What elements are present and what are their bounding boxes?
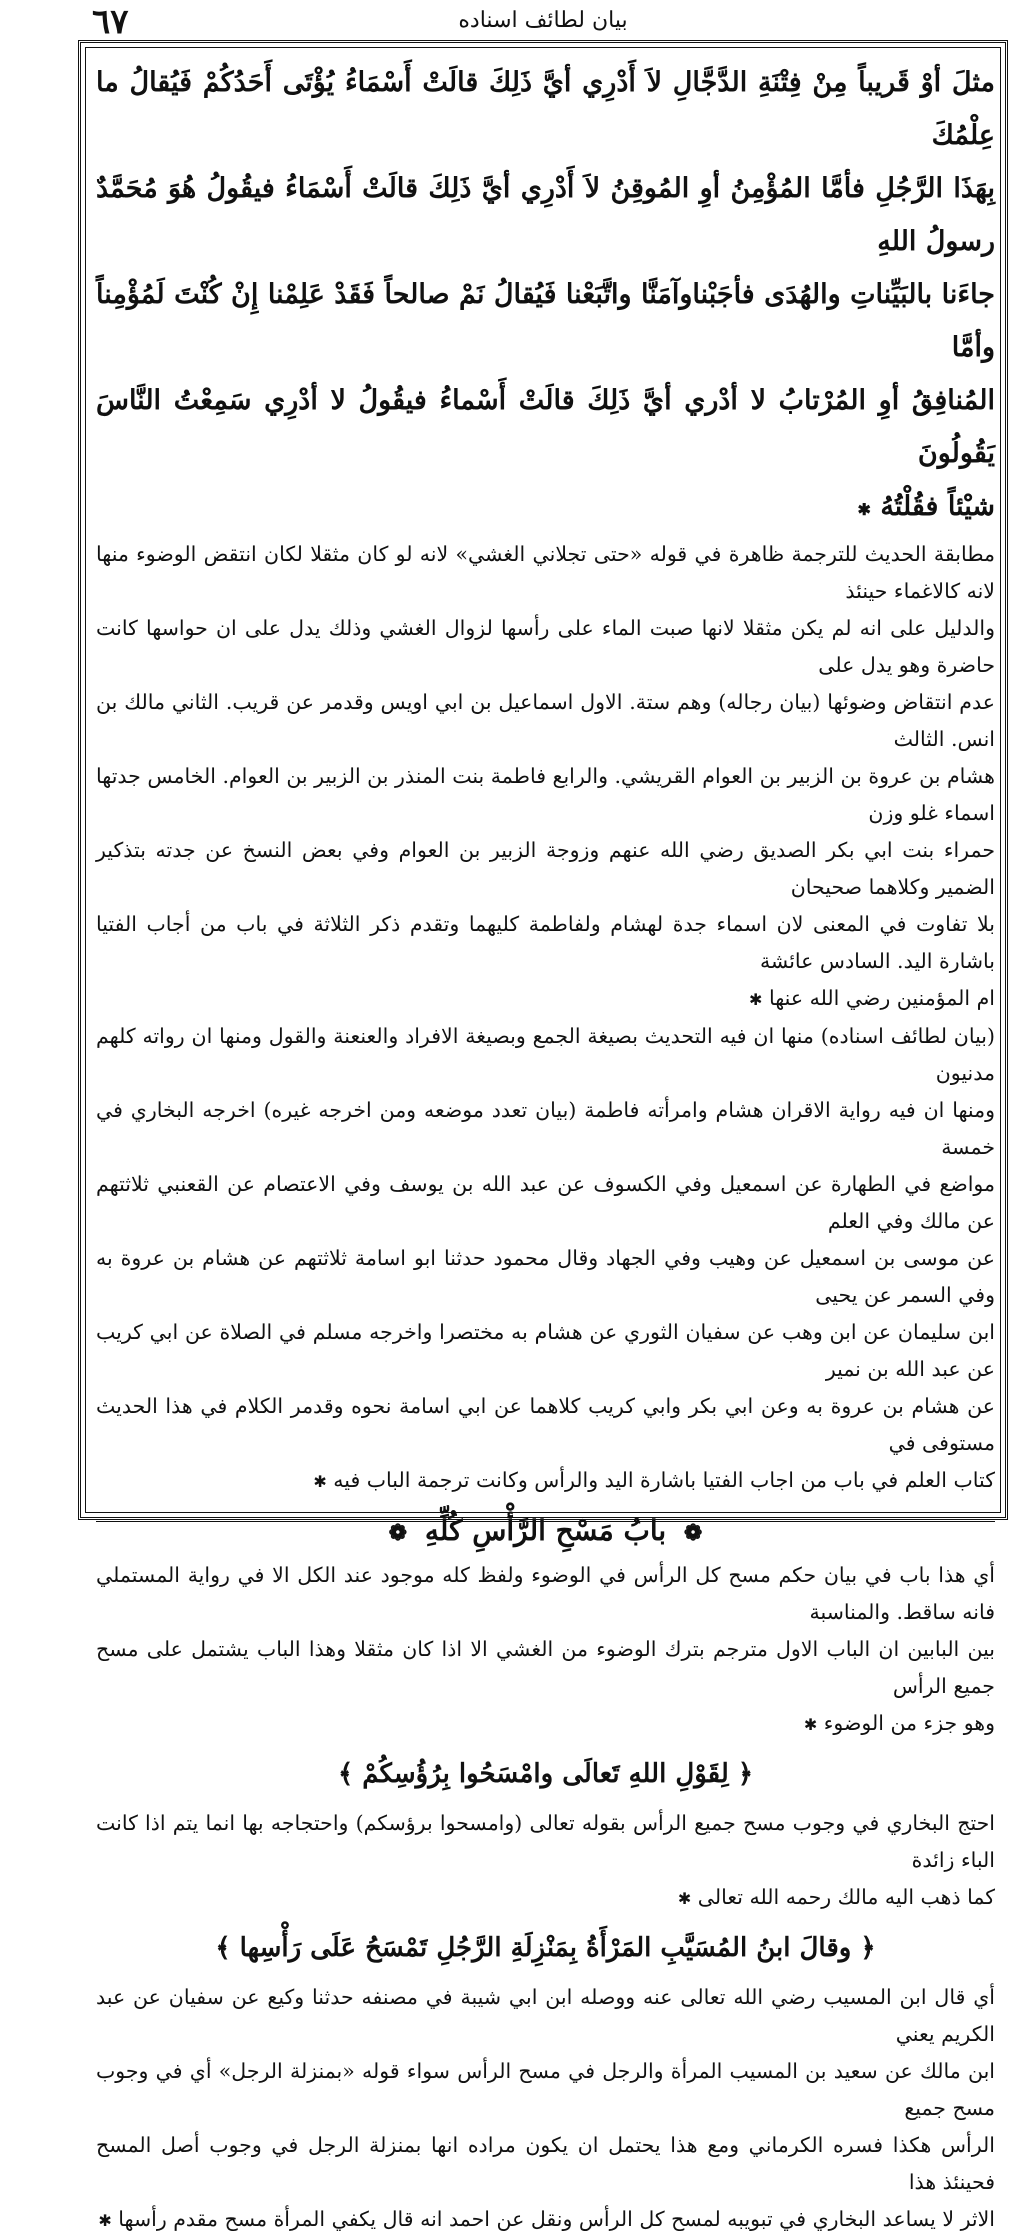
commentary-line bbox=[96, 980, 995, 1018]
commentary-line: عدم انتقاض وضوئها (بيان رجاله) وهم ستة. الاول اسماعيل بن ابي اويس وقدمر عن قريب. الثاني مالك بن انس. الثالث bbox=[96, 690, 995, 751]
commentary-line: أي قال ابن المسيب رضي الله تعالى عنه ووصله ابن ابي شيبة في مصنفه حدثنا وكيع عن سفيان عن عبد الكريم يعني bbox=[96, 1985, 995, 2046]
close-bracket-icon: ﴾ bbox=[337, 1759, 354, 1789]
commentary-rijal bbox=[96, 536, 995, 1018]
commentary-line-text: كتاب العلم في باب من اجاب الفتيا باشارة اليد والرأس وكانت ترجمة الباب فيه bbox=[333, 1468, 995, 1492]
hadith-block bbox=[96, 56, 995, 536]
commentary-line: الرأس هكذا فسره الكرماني ومع هذا يحتمل ان يكون مراده انها بمنزلة الرجل في وجوب أصل المسح فحينئذ هذا bbox=[96, 2133, 995, 2194]
athar-quote-heading bbox=[96, 1923, 995, 1973]
quran-quote: لِقَوْلِ اللهِ تَعالَى وامْسَحُوا بِرُؤُسِكُمْ bbox=[362, 1759, 729, 1789]
open-bracket-icon: ﴿ bbox=[860, 1933, 876, 1963]
commentary-line: احتج البخاري في وجوب مسح جميع الرأس بقوله تعالى (وامسحوا برؤسكم) واحتجاجه بها انما يتم اذا كانت الباء زائدة bbox=[96, 1811, 995, 1872]
running-title: بيان لطائف اسناده bbox=[458, 8, 628, 33]
commentary-line bbox=[96, 1462, 995, 1500]
hadith-line: المُنافِقُ أوِ المُرْتابُ لا أدْري أيَّ ذَلِكَ قالَتْ أَسْماءُ فيقُولُ لا أدْرِي سَمِعْتُ النَّاسَ يَقُولُونَ bbox=[96, 385, 995, 469]
commentary-line: عن هشام بن عروة به وعن ابي بكر وابي كريب كلاهما عن ابي اسامة نحوه وقدمر الكلام في هذا الحديث مستوفى في bbox=[96, 1394, 995, 1455]
hadith-line: جاءَنا بالبَيِّناتِ والهُدَى فأجَبْناوآمَنَّا واتَّبَعْنا فَيُقالُ نَمْ صالحاً فَقَدْ عَلِمْنا إِنْ كُنْتَ لَمُؤْمِناً وأمَّا bbox=[96, 279, 995, 363]
commentary-line: عن موسى بن اسمعيل عن وهيب وفي الجهاد وقال محمود حدثنا ابو اسامة ثلاثتهم عن هشام بن عروة به وفي السمر عن يحيى bbox=[96, 1246, 995, 1307]
commentary-line bbox=[96, 1705, 995, 1743]
page-number: ٦٧ bbox=[92, 2, 129, 42]
star-ornament-icon: ✱ bbox=[857, 500, 871, 519]
commentary-lataif bbox=[96, 1018, 995, 1500]
commentary-line: بين البابين ان الباب الاول مترجم بترك الوضوء من الغشي الا اذا كان مثقلا وهذا الباب يشتمل على مسح جميع الرأس bbox=[96, 1637, 995, 1698]
commentary-athar bbox=[96, 1979, 995, 2239]
commentary-line: ومنها ان فيه رواية الاقران هشام وامرأته فاطمة (بيان تعدد موضعه ومن اخرجه غيره) اخرجه البخاري في خمسة bbox=[96, 1098, 995, 1159]
commentary-line bbox=[96, 1879, 995, 1917]
flourish-right-icon: ❁ bbox=[683, 1520, 703, 1546]
hadith-line bbox=[96, 480, 995, 536]
commentary-line: والدليل على انه لم يكن مثقلا لانها صبت الماء على رأسها لزوال الغشي وذلك يدل على ان حواسها كانت حاضرة وهو يدل على bbox=[96, 616, 995, 677]
commentary-line: ابن مالك عن سعيد بن المسيب المرأة والرجل في مسح الرأس سواء قوله «بمنزلة الرجل» أي في وجوب مسح جميع bbox=[96, 2059, 995, 2120]
quran-quote-heading bbox=[96, 1749, 995, 1799]
chapter-title: بابُ مَسْحِ الرَّأْسِ كُلِّهِ bbox=[424, 1514, 667, 1547]
star-ornament-icon: ✱ bbox=[803, 1715, 818, 1734]
commentary-line: (بيان لطائف اسناده) منها ان فيه التحديث بصيغة الجمع وبصيغة الافراد والعنعنة والقول ومنها ان رواته كلهم مدنيون bbox=[96, 1024, 995, 1085]
flourish-left-icon: ❁ bbox=[388, 1520, 408, 1546]
page-header bbox=[78, 2, 1008, 42]
commentary-ayah bbox=[96, 1805, 995, 1917]
hadith-line: بِهَذَا الرَّجُلِ فأمَّا المُؤْمِنُ أوِ المُوقِنُ لاَ أَدْرِي أيَّ ذَلِكَ قالَتْ أَسْمَاءُ فيقُولُ هُوَ مُحَمَّدٌ رسولُ اللهِ bbox=[96, 173, 995, 257]
commentary-line: حمراء بنت ابي بكر الصديق رضي الله عنهم وزوجة الزبير بن العوام وفي بعض النسخ عن جدته بتذكير الضمير وكلاهما صحيحان bbox=[96, 838, 995, 899]
text-column bbox=[96, 56, 995, 2239]
athar-quote: وقالَ ابنُ المُسَيَّبِ المَرْأَةُ بِمَنْزِلَةِ الرَّجُلِ تَمْسَحُ عَلَى رَأْسِها bbox=[239, 1933, 852, 1963]
close-bracket-icon: ﴾ bbox=[215, 1933, 231, 1963]
bottom-rule bbox=[96, 1519, 995, 1522]
commentary-line: هشام بن عروة بن الزبير بن العوام القريشي. والرابع فاطمة بنت المنذر بن الزبير بن العوام. الخامس جدتها اسماء غلو وزن bbox=[96, 764, 995, 825]
commentary-line: ابن سليمان عن ابن وهب عن سفيان الثوري عن هشام به مختصرا واخرجه مسلم في الصلاة عن ابي كريب عن عبد الله بن نمير bbox=[96, 1320, 995, 1381]
commentary-line bbox=[96, 2201, 995, 2239]
commentary-line-text: وهو جزء من الوضوء bbox=[823, 1711, 995, 1735]
commentary-line: بلا تفاوت في المعنى لان اسماء جدة لهشام ولفاطمة كليهما وتقدم ذكر الثلاثة في باب من أجاب الفتيا باشارة اليد. السادس عائشة bbox=[96, 912, 995, 973]
commentary-line-text: الاثر لا يساعد البخاري في تبويبه لمسح كل الرأس ونقل عن احمد انه قال يكفي المرأة مسح مقدم رأسها bbox=[118, 2207, 995, 2231]
star-ornament-icon: ✱ bbox=[677, 1889, 692, 1908]
star-ornament-icon: ✱ bbox=[98, 2211, 112, 2230]
star-ornament-icon: ✱ bbox=[313, 1472, 327, 1491]
commentary-bab bbox=[96, 1557, 995, 1743]
commentary-line: مطابقة الحديث للترجمة ظاهرة في قوله «حتى تجلاني الغشي» لانه لو كان مثقلا لكان انتقض الوضوء منها لانه كالاغماء حينئذ bbox=[96, 542, 995, 603]
commentary-line-text: كما ذهب اليه مالك رحمه الله تعالى bbox=[697, 1885, 995, 1909]
star-ornament-icon: ✱ bbox=[749, 990, 763, 1009]
open-bracket-icon: ﴿ bbox=[737, 1759, 754, 1789]
commentary-line-text: ام المؤمنين رضي الله عنها bbox=[768, 986, 995, 1010]
hadith-line-text: شيْئاً فقُلْتُهُ bbox=[880, 491, 995, 522]
commentary-line: أي هذا باب في بيان حكم مسح كل الرأس في الوضوء ولفظ كله موجود عند الكل الا في رواية المستملي فانه ساقط. والمناسبة bbox=[96, 1563, 995, 1624]
commentary-line: مواضع في الطهارة عن اسمعيل وفي الكسوف عن عبد الله بن يوسف وفي الاعتصام عن القعنبي ثلاثتهم عن مالك وفي العلم bbox=[96, 1172, 995, 1233]
hadith-line: مثلَ أوْ قَريباً مِنْ فِتْنَةِ الدَّجَّالِ لاَ أَدْرِي أيَّ ذَلِكَ قالَتْ أَسْمَاءُ يُؤْتَى أَحَدُكُمْ فَيُقالُ ما عِلْمُكَ bbox=[96, 67, 995, 151]
